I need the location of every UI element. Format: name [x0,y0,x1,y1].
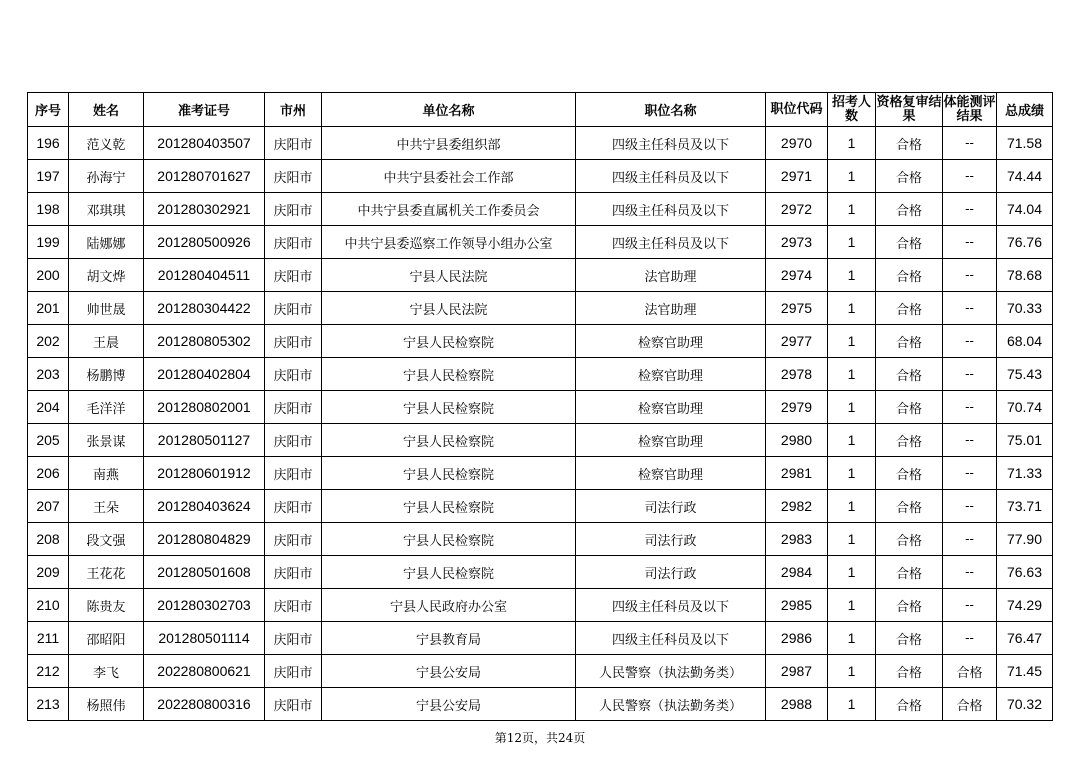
cell-score: 77.90 [997,523,1053,556]
cell-score: 71.58 [997,127,1053,160]
cell-code: 2981 [766,457,828,490]
cell-position: 司法行政 [576,523,766,556]
cell-code: 2984 [766,556,828,589]
cell-fitness: -- [943,391,997,424]
cell-name: 南燕 [69,457,144,490]
cell-exam-id: 201280402804 [144,358,265,391]
cell-code: 2978 [766,358,828,391]
cell-position: 四级主任科员及以下 [576,127,766,160]
cell-quota: 1 [828,622,876,655]
cell-score: 71.45 [997,655,1053,688]
header-fitness: 体能测评结果 [943,93,997,127]
cell-score: 75.01 [997,424,1053,457]
cell-quota: 1 [828,391,876,424]
cell-score: 68.04 [997,325,1053,358]
table-row [28,622,1053,655]
cell-name: 胡文烨 [69,259,144,292]
cell-score: 70.32 [997,688,1053,721]
cell-score: 74.44 [997,160,1053,193]
cell-unit: 宁县人民法院 [322,292,576,325]
cell-fitness: -- [943,490,997,523]
cell-seq: 200 [28,259,69,292]
cell-review: 合格 [876,292,943,325]
cell-unit: 宁县教育局 [322,622,576,655]
cell-city: 庆阳市 [265,259,322,292]
cell-seq: 210 [28,589,69,622]
table-row [28,358,1053,391]
header-city: 市州 [265,93,322,127]
cell-position: 检察官助理 [576,457,766,490]
cell-fitness: -- [943,556,997,589]
cell-quota: 1 [828,193,876,226]
cell-seq: 213 [28,688,69,721]
cell-unit: 宁县人民检察院 [322,556,576,589]
cell-review: 合格 [876,490,943,523]
cell-position: 法官助理 [576,259,766,292]
cell-city: 庆阳市 [265,589,322,622]
cell-code: 2973 [766,226,828,259]
cell-seq: 198 [28,193,69,226]
cell-quota: 1 [828,226,876,259]
cell-name: 张景谋 [69,424,144,457]
cell-city: 庆阳市 [265,292,322,325]
cell-quota: 1 [828,358,876,391]
cell-city: 庆阳市 [265,391,322,424]
cell-name: 段文强 [69,523,144,556]
table-row [28,688,1053,721]
cell-seq: 208 [28,523,69,556]
cell-fitness: -- [943,127,997,160]
cell-seq: 203 [28,358,69,391]
cell-fitness: -- [943,325,997,358]
cell-code: 2974 [766,259,828,292]
table-row [28,160,1053,193]
cell-fitness: 合格 [943,688,997,721]
cell-review: 合格 [876,358,943,391]
cell-code: 2980 [766,424,828,457]
cell-quota: 1 [828,292,876,325]
cell-quota: 1 [828,589,876,622]
cell-exam-id: 201280404511 [144,259,265,292]
header-name: 姓名 [69,93,144,127]
cell-quota: 1 [828,655,876,688]
cell-position: 四级主任科员及以下 [576,622,766,655]
cell-position: 人民警察（执法勤务类） [576,688,766,721]
cell-seq: 201 [28,292,69,325]
cell-name: 范义乾 [69,127,144,160]
header-score: 总成绩 [997,93,1053,127]
cell-fitness: -- [943,622,997,655]
cell-fitness: -- [943,358,997,391]
cell-position: 检察官助理 [576,391,766,424]
cell-quota: 1 [828,127,876,160]
cell-unit: 宁县人民检察院 [322,325,576,358]
cell-fitness: -- [943,292,997,325]
cell-position: 法官助理 [576,292,766,325]
cell-unit: 宁县人民政府办公室 [322,589,576,622]
cell-quota: 1 [828,523,876,556]
cell-city: 庆阳市 [265,358,322,391]
cell-exam-id: 201280302921 [144,193,265,226]
cell-unit: 宁县人民检察院 [322,391,576,424]
cell-quota: 1 [828,457,876,490]
cell-fitness: 合格 [943,655,997,688]
cell-exam-id: 201280805302 [144,325,265,358]
cell-code: 2979 [766,391,828,424]
cell-fitness: -- [943,259,997,292]
cell-position: 四级主任科员及以下 [576,589,766,622]
cell-name: 孙海宁 [69,160,144,193]
cell-city: 庆阳市 [265,556,322,589]
cell-position: 人民警察（执法勤务类） [576,655,766,688]
table-row [28,655,1053,688]
cell-name: 陈贵友 [69,589,144,622]
cell-unit: 中共宁县委社会工作部 [322,160,576,193]
table-row [28,226,1053,259]
cell-seq: 204 [28,391,69,424]
cell-name: 王晨 [69,325,144,358]
cell-seq: 211 [28,622,69,655]
cell-review: 合格 [876,556,943,589]
table-row [28,589,1053,622]
cell-exam-id: 202280800621 [144,655,265,688]
cell-seq: 196 [28,127,69,160]
cell-review: 合格 [876,160,943,193]
cell-name: 王朵 [69,490,144,523]
cell-quota: 1 [828,160,876,193]
cell-review: 合格 [876,259,943,292]
header-review: 资格复审结果 [876,93,943,127]
cell-city: 庆阳市 [265,226,322,259]
cell-city: 庆阳市 [265,424,322,457]
table-row [28,391,1053,424]
cell-review: 合格 [876,622,943,655]
cell-seq: 206 [28,457,69,490]
cell-name: 杨鹏博 [69,358,144,391]
cell-fitness: -- [943,160,997,193]
cell-exam-id: 201280701627 [144,160,265,193]
table-row [28,457,1053,490]
cell-exam-id: 201280403507 [144,127,265,160]
cell-city: 庆阳市 [265,127,322,160]
table-row [28,490,1053,523]
cell-code: 2983 [766,523,828,556]
header-exam-id: 准考证号 [144,93,265,127]
table-body [28,127,1053,721]
cell-review: 合格 [876,193,943,226]
cell-name: 杨照伟 [69,688,144,721]
results-table [27,92,1053,721]
table-row [28,523,1053,556]
cell-name: 李飞 [69,655,144,688]
cell-fitness: -- [943,589,997,622]
cell-score: 71.33 [997,457,1053,490]
cell-code: 2971 [766,160,828,193]
cell-city: 庆阳市 [265,688,322,721]
cell-seq: 199 [28,226,69,259]
header-seq: 序号 [28,93,69,127]
cell-seq: 197 [28,160,69,193]
cell-city: 庆阳市 [265,193,322,226]
cell-review: 合格 [876,391,943,424]
cell-review: 合格 [876,424,943,457]
table-row [28,127,1053,160]
cell-exam-id: 201280403624 [144,490,265,523]
cell-name: 帅世晟 [69,292,144,325]
cell-score: 76.63 [997,556,1053,589]
cell-score: 76.47 [997,622,1053,655]
header-quota: 招考人数 [828,93,876,127]
cell-review: 合格 [876,523,943,556]
cell-code: 2970 [766,127,828,160]
table-row [28,292,1053,325]
cell-code: 2987 [766,655,828,688]
cell-exam-id: 202280800316 [144,688,265,721]
table-row [28,556,1053,589]
cell-score: 78.68 [997,259,1053,292]
cell-fitness: -- [943,226,997,259]
cell-code: 2977 [766,325,828,358]
cell-quota: 1 [828,424,876,457]
cell-name: 毛洋洋 [69,391,144,424]
cell-code: 2988 [766,688,828,721]
cell-exam-id: 201280304422 [144,292,265,325]
cell-fitness: -- [943,424,997,457]
cell-fitness: -- [943,457,997,490]
cell-quota: 1 [828,325,876,358]
cell-code: 2982 [766,490,828,523]
cell-seq: 212 [28,655,69,688]
cell-code: 2972 [766,193,828,226]
cell-position: 四级主任科员及以下 [576,160,766,193]
cell-fitness: -- [943,193,997,226]
cell-position: 司法行政 [576,490,766,523]
cell-score: 74.29 [997,589,1053,622]
cell-exam-id: 201280501114 [144,622,265,655]
cell-name: 邵昭阳 [69,622,144,655]
cell-code: 2986 [766,622,828,655]
cell-city: 庆阳市 [265,622,322,655]
table-header-row [28,93,1053,127]
cell-exam-id: 201280601912 [144,457,265,490]
cell-code: 2975 [766,292,828,325]
cell-review: 合格 [876,127,943,160]
cell-seq: 205 [28,424,69,457]
cell-city: 庆阳市 [265,523,322,556]
cell-unit: 中共宁县委巡察工作领导小组办公室 [322,226,576,259]
cell-unit: 宁县人民检察院 [322,523,576,556]
header-unit: 单位名称 [322,93,576,127]
cell-position: 四级主任科员及以下 [576,226,766,259]
cell-code: 2985 [766,589,828,622]
cell-exam-id: 201280804829 [144,523,265,556]
cell-review: 合格 [876,688,943,721]
cell-score: 73.71 [997,490,1053,523]
cell-review: 合格 [876,325,943,358]
cell-unit: 宁县人民检察院 [322,457,576,490]
cell-exam-id: 201280802001 [144,391,265,424]
cell-city: 庆阳市 [265,160,322,193]
cell-position: 检察官助理 [576,424,766,457]
page-number: 第12页，共24页 [494,731,586,745]
cell-score: 74.04 [997,193,1053,226]
cell-review: 合格 [876,655,943,688]
cell-city: 庆阳市 [265,457,322,490]
cell-city: 庆阳市 [265,325,322,358]
cell-score: 76.76 [997,226,1053,259]
cell-city: 庆阳市 [265,655,322,688]
cell-exam-id: 201280500926 [144,226,265,259]
cell-score: 70.74 [997,391,1053,424]
cell-name: 王花花 [69,556,144,589]
cell-unit: 宁县人民检察院 [322,358,576,391]
cell-quota: 1 [828,556,876,589]
cell-review: 合格 [876,589,943,622]
cell-seq: 202 [28,325,69,358]
cell-score: 70.33 [997,292,1053,325]
cell-name: 陆娜娜 [69,226,144,259]
cell-quota: 1 [828,490,876,523]
cell-quota: 1 [828,688,876,721]
table-row [28,259,1053,292]
cell-name: 邓琪琪 [69,193,144,226]
cell-position: 检察官助理 [576,325,766,358]
cell-fitness: -- [943,523,997,556]
cell-unit: 中共宁县委组织部 [322,127,576,160]
cell-unit: 宁县人民检察院 [322,490,576,523]
cell-exam-id: 201280501127 [144,424,265,457]
cell-score: 75.43 [997,358,1053,391]
cell-unit: 宁县人民法院 [322,259,576,292]
table-row [28,325,1053,358]
cell-unit: 宁县公安局 [322,655,576,688]
cell-quota: 1 [828,259,876,292]
cell-review: 合格 [876,457,943,490]
header-code: 职位代码 [766,93,828,127]
table-row [28,424,1053,457]
cell-review: 合格 [876,226,943,259]
header-position: 职位名称 [576,93,766,127]
cell-position: 司法行政 [576,556,766,589]
cell-unit: 宁县人民检察院 [322,424,576,457]
cell-unit: 中共宁县委直属机关工作委员会 [322,193,576,226]
cell-city: 庆阳市 [265,490,322,523]
table-row [28,193,1053,226]
cell-exam-id: 201280501608 [144,556,265,589]
cell-position: 检察官助理 [576,358,766,391]
cell-exam-id: 201280302703 [144,589,265,622]
cell-position: 四级主任科员及以下 [576,193,766,226]
cell-seq: 207 [28,490,69,523]
cell-unit: 宁县公安局 [322,688,576,721]
cell-seq: 209 [28,556,69,589]
